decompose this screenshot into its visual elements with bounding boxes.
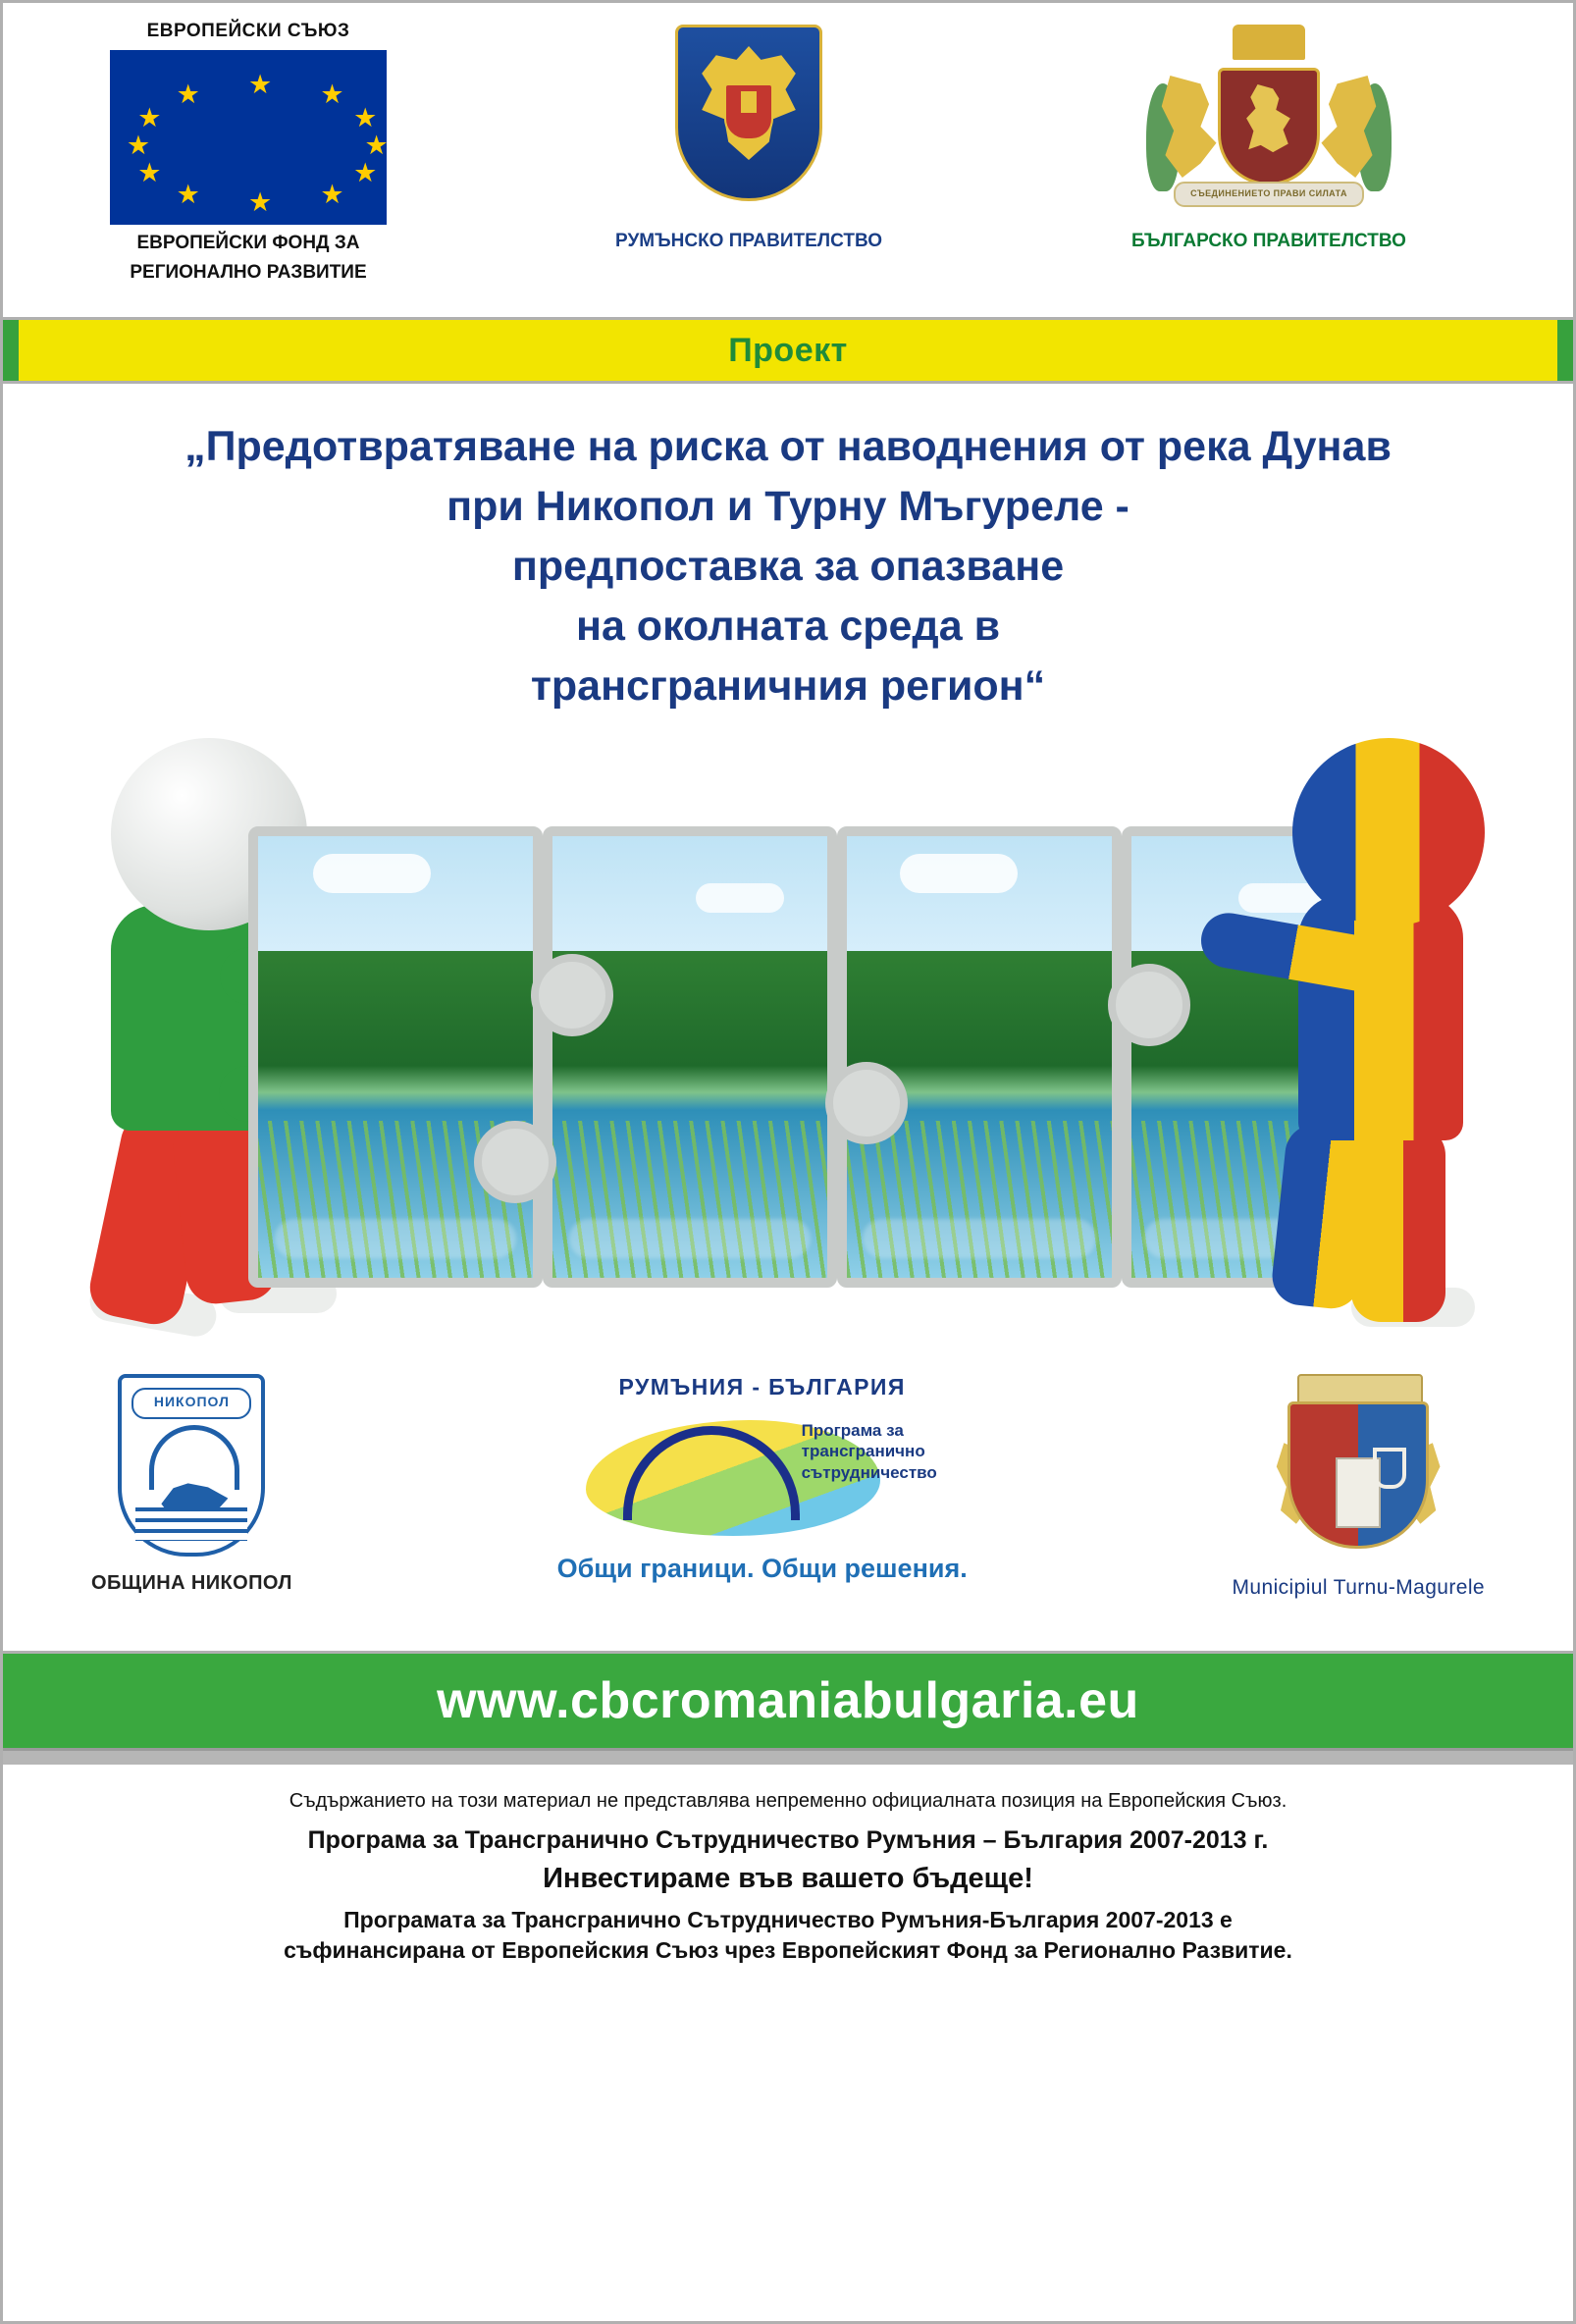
website-bar[interactable]: [3, 1651, 1573, 1751]
header-logos: [3, 3, 1573, 320]
project-banner: [3, 320, 1573, 384]
footer-slogan: Инвестираме във вашето бъдеще!: [543, 1863, 1033, 1895]
bulgaria-logo-block: [1004, 3, 1534, 252]
footer-disclaimer: [3, 1765, 1573, 1966]
partner-logos-row: [3, 1356, 1573, 1651]
puzzle-knob-2: [825, 1062, 908, 1144]
puzzle-knob-1: [531, 954, 613, 1036]
gray-divider: [3, 1751, 1573, 1765]
puzzle-piece-3: [837, 826, 1122, 1288]
turnu-magurele-crest-icon: [1280, 1374, 1437, 1560]
romania-government-caption: РУМЪНСКО ПРАВИТЕЛСТВО: [615, 231, 882, 251]
cbc-slogan: Общи граници. Общи решения.: [556, 1554, 968, 1584]
puzzle-piece-2: [543, 826, 837, 1288]
project-label: Проект: [728, 331, 848, 369]
cbc-programme-line-3: сътрудничество: [801, 1462, 937, 1482]
nikopol-crest-icon: [118, 1374, 265, 1557]
title-line-4: на околната среда в: [575, 603, 1001, 651]
cbc-programme-line-1: Програма за: [801, 1421, 904, 1441]
eu-flag-icon: ★ ★ ★ ★ ★ ★ ★ ★ ★ ★ ★ ★: [110, 50, 387, 225]
romanian-figure-icon: [1220, 738, 1514, 1327]
title-line-1: „Предотвратяване на риска от наводнения от река Дунав: [184, 423, 1392, 470]
eu-title: ЕВРОПЕЙСКИ СЪЮЗ: [146, 21, 350, 41]
romania-logo-block: [494, 3, 1004, 252]
bulgaria-coat-of-arms-icon: [1156, 25, 1382, 221]
puzzle-knob-4: [474, 1121, 556, 1203]
puzzle-pieces-group: [248, 826, 1347, 1288]
website-url[interactable]: www.cbcromaniabulgaria.eu: [437, 1672, 1139, 1730]
eu-logo-block: [3, 3, 494, 284]
eu-fund-line2: РЕГИОНАЛНО РАЗВИТИЕ: [130, 261, 367, 283]
puzzle-piece-1: [248, 826, 543, 1288]
nikopol-crest-text: НИКОПОЛ: [131, 1388, 251, 1419]
footer-programme-text: Програма за Трансгранично Сътрудничество Румъния – България 2007-2013 г.: [307, 1826, 1269, 1855]
cbc-programme-text: [802, 1420, 1008, 1483]
cbc-bridge-graphic: [507, 1402, 1018, 1550]
cbc-programme-line-2: трансгранично: [801, 1442, 925, 1461]
puzzle-illustration: [3, 728, 1573, 1356]
eu-fund-line1: ЕВРОПЕЙСКИ ФОНД ЗА: [136, 233, 360, 253]
banner-right-accent: [1557, 320, 1573, 381]
title-line-3: предпоставка за опазване: [511, 543, 1065, 591]
page-title: [3, 384, 1573, 722]
footer-disclaimer-text: Съдържанието на този материал не представлява непременно официалната позиция на Европейския Съюз.: [289, 1790, 1287, 1813]
footer-financing-line-1: Програмата за Трансгранично Сътрудничество Румъния-България 2007-2013 е: [343, 1907, 1233, 1933]
turnu-magurele-caption: Municipiul Turnu-Magurele: [1232, 1576, 1485, 1600]
puzzle-knob-3: [1108, 964, 1190, 1046]
title-line-2: при Никопол и Турну Мъгуреле -: [447, 483, 1129, 531]
turnu-magurele-logo-block: [1233, 1374, 1485, 1600]
banner-left-accent: [3, 320, 19, 381]
bulgaria-motto-ribbon: СЪЕДИНЕНИЕТО ПРАВИ СИЛАТА: [1174, 182, 1364, 207]
title-line-5: трансграничния регион“: [530, 662, 1046, 711]
cbc-countries-label: РУМЪНИЯ - БЪЛГАРИЯ: [618, 1374, 906, 1400]
cbc-programme-logo: [507, 1374, 1018, 1584]
nikopol-logo-block: [91, 1374, 292, 1595]
bulgaria-government-caption: БЪЛГАРСКО ПРАВИТЕЛСТВО: [1131, 231, 1406, 251]
footer-financing-line-2: съфинансирана от Европейския Съюз чрез Европейският Фонд за Регионално Развитие.: [284, 1937, 1292, 1964]
romania-coat-of-arms-icon: [675, 25, 822, 221]
nikopol-caption: ОБЩИНА НИКОПОЛ: [91, 1572, 292, 1595]
